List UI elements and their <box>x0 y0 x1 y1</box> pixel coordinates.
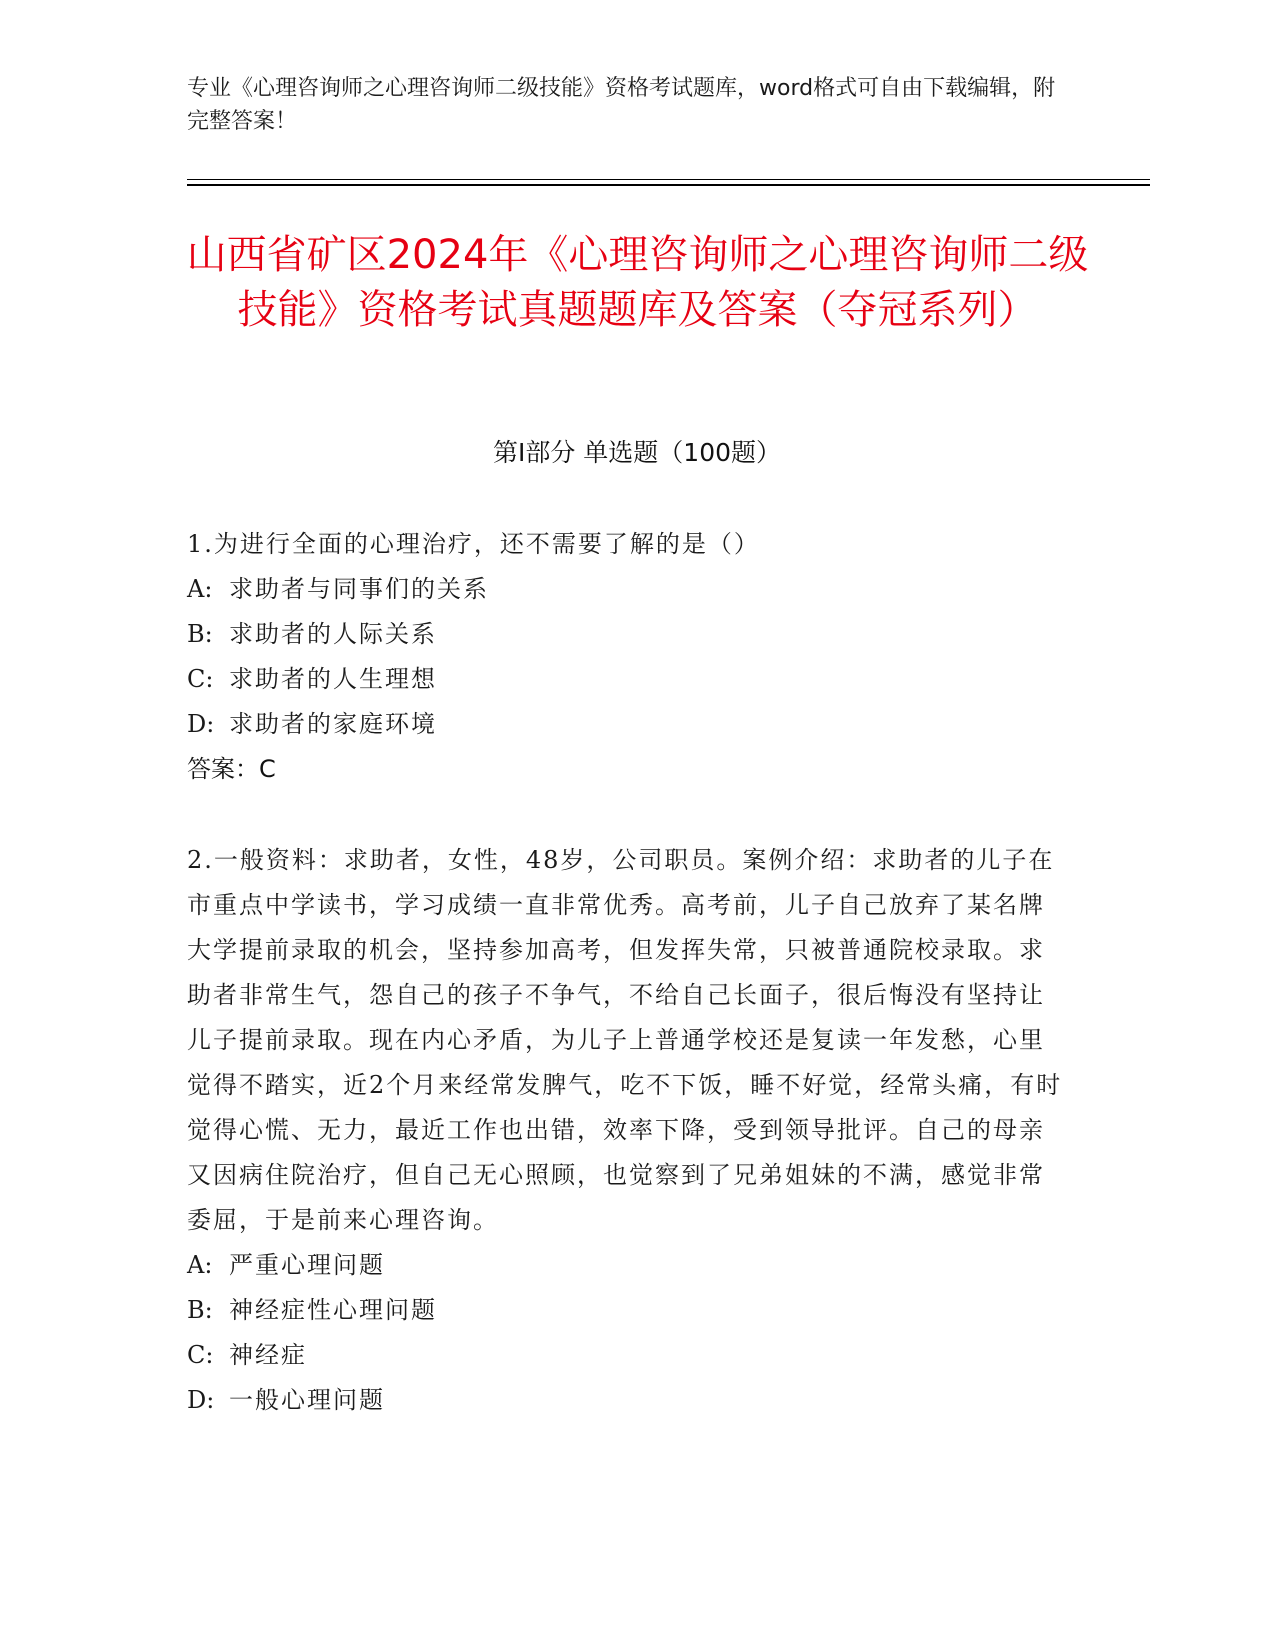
option-text: 求助者的人际关系 <box>229 620 437 648</box>
header-note: 专业《心理咨询师之心理咨询师二级技能》资格考试题库，word格式可自由下载编辑，附完整答案！ <box>187 76 1056 134</box>
option-text: 一般心理问题 <box>229 1386 385 1414</box>
option-key: A: <box>187 575 213 603</box>
option-text: 求助者的人生理想 <box>229 665 437 693</box>
option-d <box>187 702 1067 747</box>
answer-line: 答案：C <box>187 755 276 783</box>
option-key: A: <box>187 1251 213 1279</box>
option-text: 严重心理问题 <box>229 1251 385 1279</box>
option-key: D: <box>187 1386 215 1414</box>
question-1 <box>187 522 1067 792</box>
option-key: B: <box>187 620 213 648</box>
header-rule-thick <box>187 184 1150 186</box>
option-key: C: <box>187 665 214 693</box>
option-a <box>187 567 1067 612</box>
option-b <box>187 1288 1067 1333</box>
option-b <box>187 612 1067 657</box>
question-2 <box>187 838 1067 1423</box>
option-d <box>187 1378 1067 1423</box>
document-title: 山西省矿区2024年《心理咨询师之心理咨询师二级技能》资格考试真题题库及答案（夺冠系列） <box>186 232 1089 333</box>
option-text: 求助者的家庭环境 <box>229 710 437 738</box>
option-c <box>187 1333 1067 1378</box>
option-text: 神经症 <box>229 1341 307 1369</box>
option-key: C: <box>187 1341 214 1369</box>
section-heading: 第Ⅰ部分 单选题（100题） <box>492 438 782 467</box>
option-key: D: <box>187 710 215 738</box>
question-stem: 1.为进行全面的心理治疗，还不需要了解的是（） <box>187 530 760 558</box>
option-text: 求助者与同事们的关系 <box>229 575 489 603</box>
option-key: B: <box>187 1296 213 1324</box>
option-c <box>187 657 1067 702</box>
option-text: 神经症性心理问题 <box>229 1296 437 1324</box>
option-a <box>187 1243 1067 1288</box>
question-stem: 2.一般资料：求助者，女性，48岁，公司职员。案例介绍：求助者的儿子在市重点中学读书，学习成绩一直非常优秀。高考前，儿子自己放弃了某名牌大学提前录取的机会，坚持参加高考，但发挥失常，只被普通院校录取。求助者非常生气，怨自己的孩子不争气，不给自己长面子，很后悔没有坚持让儿子提前录取。现在内心矛盾，为儿子上普通学校还是复读一年发愁，心里觉得不踏实，近2个月来经常发脾气，吃不下饭，睡不好觉，经常头痛，有时觉得心慌、无力，最近工作也出错，效率下降，受到领导批评。自己的母亲又因病住院治疗，但自己无心照顾，也觉察到了兄弟姐妹的不满，感觉非常委屈，于是前来心理咨询。 <box>187 846 1063 1234</box>
header-rule-thin <box>187 179 1150 180</box>
